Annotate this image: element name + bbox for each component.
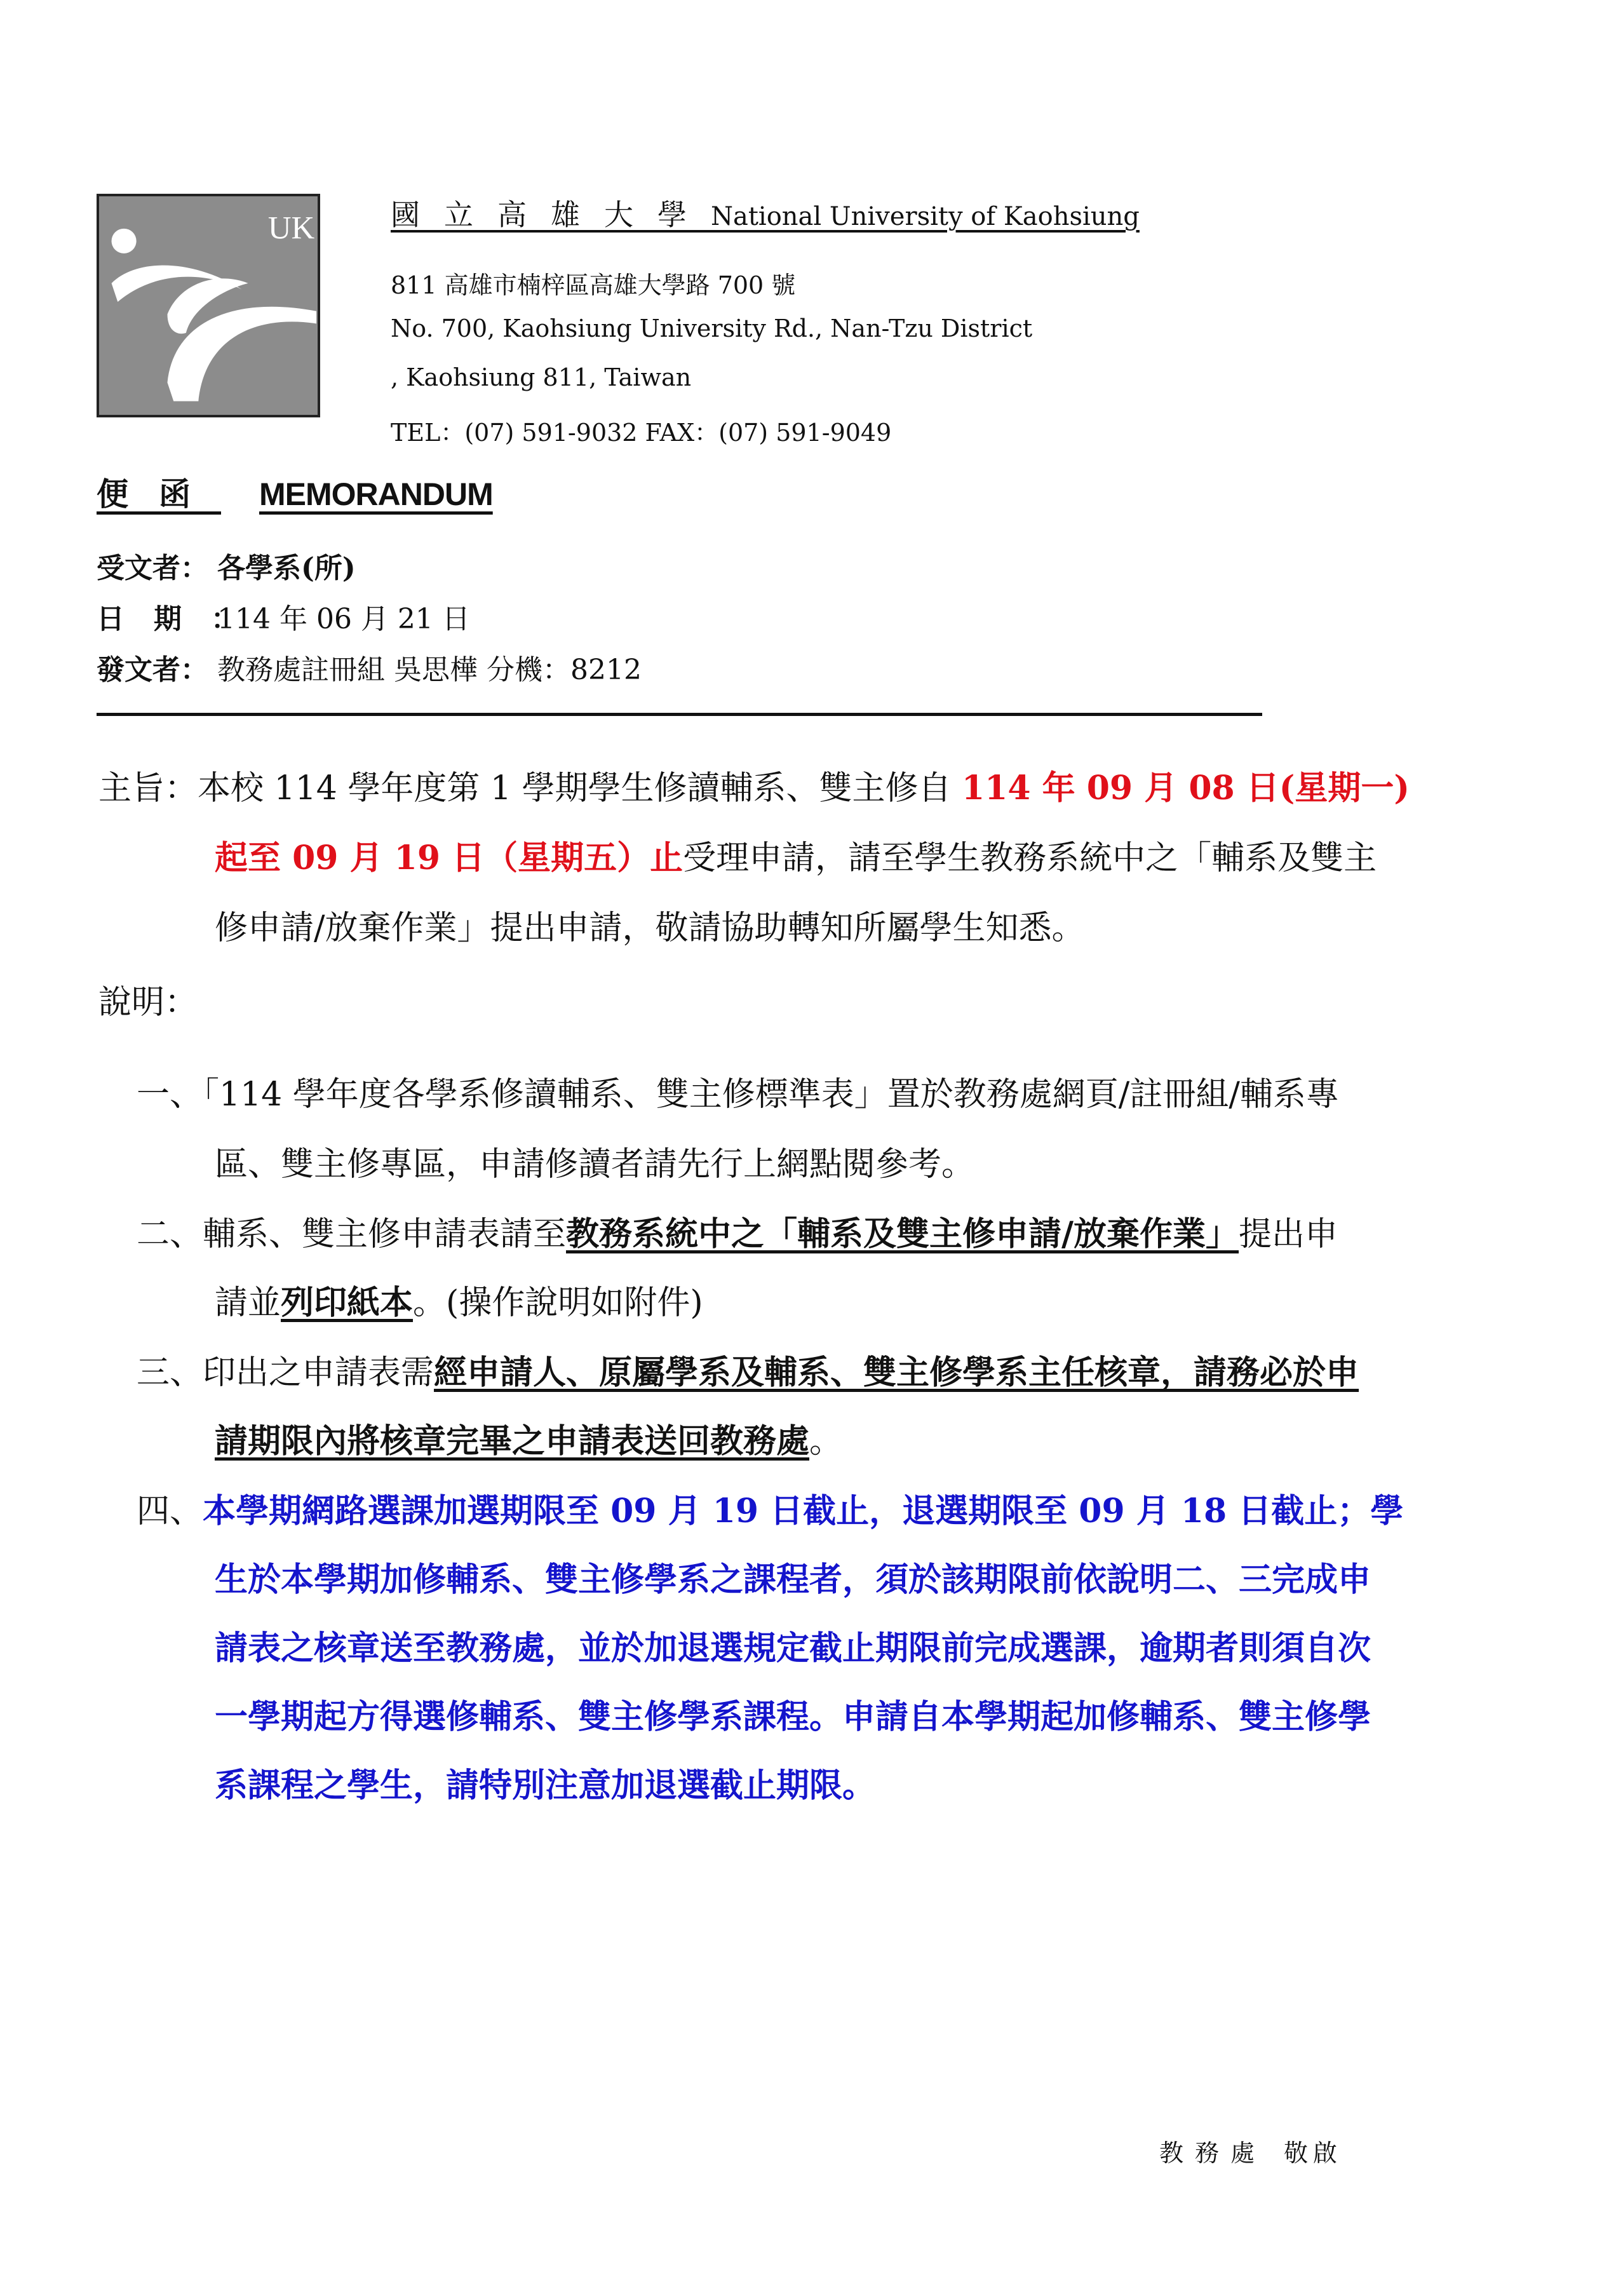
item-2-text-2c: 。(操作說明如附件)	[413, 1284, 703, 1322]
item-4-line-2: 生於本學期加修輔系、雙主修學系之課程者，須於該期限前依說明二、三完成申	[215, 1560, 1371, 1599]
letterhead-title	[391, 192, 1140, 234]
item-4-line-4: 一學期起方得選修輔系、雙主修學系課程。申請自本學期起加修輔系、雙主修學	[215, 1698, 1371, 1736]
subject-line-3: 修申請/放棄作業」提出申請，敬請協助轉知所屬學生知悉。	[215, 909, 1085, 947]
header-divider	[97, 713, 1262, 716]
signature-closing: 敬啟	[1284, 2139, 1343, 2167]
memo-heading	[97, 469, 493, 515]
date-label: 日期：	[97, 603, 268, 635]
subject-label: 主旨：	[98, 769, 198, 807]
memo-title-en: MEMORANDUM	[259, 476, 493, 512]
date-value: 114 年 06 月 21 日	[217, 603, 470, 635]
subject-line-1	[98, 761, 1410, 809]
sender-label: 發文者：	[97, 654, 208, 686]
item-4-line-5: 系課程之學生，請特別注意加退選截止期限。	[215, 1766, 876, 1805]
item-2-text-2a: 請並	[215, 1284, 281, 1322]
item-2-text-1b: 教務系統中之「輔系及雙主修申請/放棄作業」	[566, 1215, 1239, 1253]
date-row	[97, 596, 470, 637]
contact-info: TEL：(07) 591-9032 FAX：(07) 591-9049	[391, 419, 892, 447]
subject-end-date: 起至 09 月 19 日（星期五）止	[215, 839, 684, 877]
recipient-value: 各學系(所)	[217, 552, 356, 584]
signature-office: 教務處	[1159, 2139, 1267, 2167]
logo-text: UK	[267, 210, 315, 246]
item-3-text-1a: 印出之申請表需	[203, 1354, 434, 1392]
item-3-line-2	[215, 1414, 842, 1462]
item-3-text-1b: 經申請人、原屬學系及輔系、雙主修學系主任核章，請務必於申	[434, 1353, 1359, 1392]
item-2-text-1a: 輔系、雙主修申請表請至	[203, 1215, 567, 1253]
item-1-line-2: 區、雙主修專區，申請修讀者請先行上網點閱參考。	[215, 1145, 975, 1184]
item-1-line-1	[137, 1067, 1339, 1115]
university-name-en: National University of Kaohsiung	[711, 202, 1140, 231]
item-4-number: 四、	[137, 1492, 203, 1530]
recipient-row	[97, 545, 356, 586]
item-2-line-2	[215, 1276, 703, 1323]
subject-text-1: 本校 114 學年度第 1 學期學生修讀輔系、雙主修自	[198, 769, 962, 807]
item-1-number: 一、	[137, 1076, 203, 1114]
university-name-zh: 國立高雄大學	[391, 198, 711, 232]
item-4-text-1: 本學期網路選課加選期限至 09 月 19 日截止，退選期限至 09 月 18 日截止；學	[203, 1492, 1404, 1530]
university-logo-mark	[99, 196, 318, 415]
item-2-line-1	[137, 1207, 1338, 1255]
address-zh: 811 高雄市楠梓區高雄大學路 700 號	[391, 271, 796, 299]
item-3-line-1	[137, 1346, 1359, 1393]
recipient-label: 受文者：	[97, 552, 208, 584]
item-3-number: 三、	[137, 1354, 203, 1392]
item-4-line-3: 請表之核章送至教務處，並於加退選規定截止期限前完成選課，逾期者則須自次	[215, 1629, 1371, 1668]
university-logo	[97, 194, 320, 417]
item-1-text-1: 「114 學年度各學系修讀輔系、雙主修標準表」置於教務處網頁/註冊組/輔系專	[203, 1076, 1339, 1114]
item-2-text-2b: 列印紙本	[281, 1283, 414, 1322]
memo-title-zh: 便函	[97, 475, 221, 513]
item-4-line-1	[137, 1484, 1403, 1532]
explanation-label: 說明：	[98, 983, 198, 1022]
subject-text-2: 受理申請，請至學生教務系統中之「輔系及雙主	[683, 839, 1377, 877]
item-3-text-2a: 請期限內將核章完畢之申請表送回教務處	[215, 1422, 810, 1461]
subject-start-date: 114 年 09 月 08 日(星期一)	[962, 769, 1410, 807]
sender-value: 教務處註冊組 吳思樺 分機：8212	[217, 654, 642, 686]
address-en-line1: No. 700, Kaohsiung University Rd., Nan-Tzu District	[391, 314, 1033, 342]
item-3-text-2b: 。	[809, 1422, 843, 1461]
sender-row	[97, 647, 642, 687]
subject-line-2	[215, 831, 1377, 879]
address-en-line2: , Kaohsiung 811, Taiwan	[391, 363, 692, 391]
item-2-text-1c: 提出申	[1239, 1215, 1338, 1253]
signature	[1159, 2133, 1342, 2168]
item-2-number: 二、	[137, 1215, 203, 1253]
